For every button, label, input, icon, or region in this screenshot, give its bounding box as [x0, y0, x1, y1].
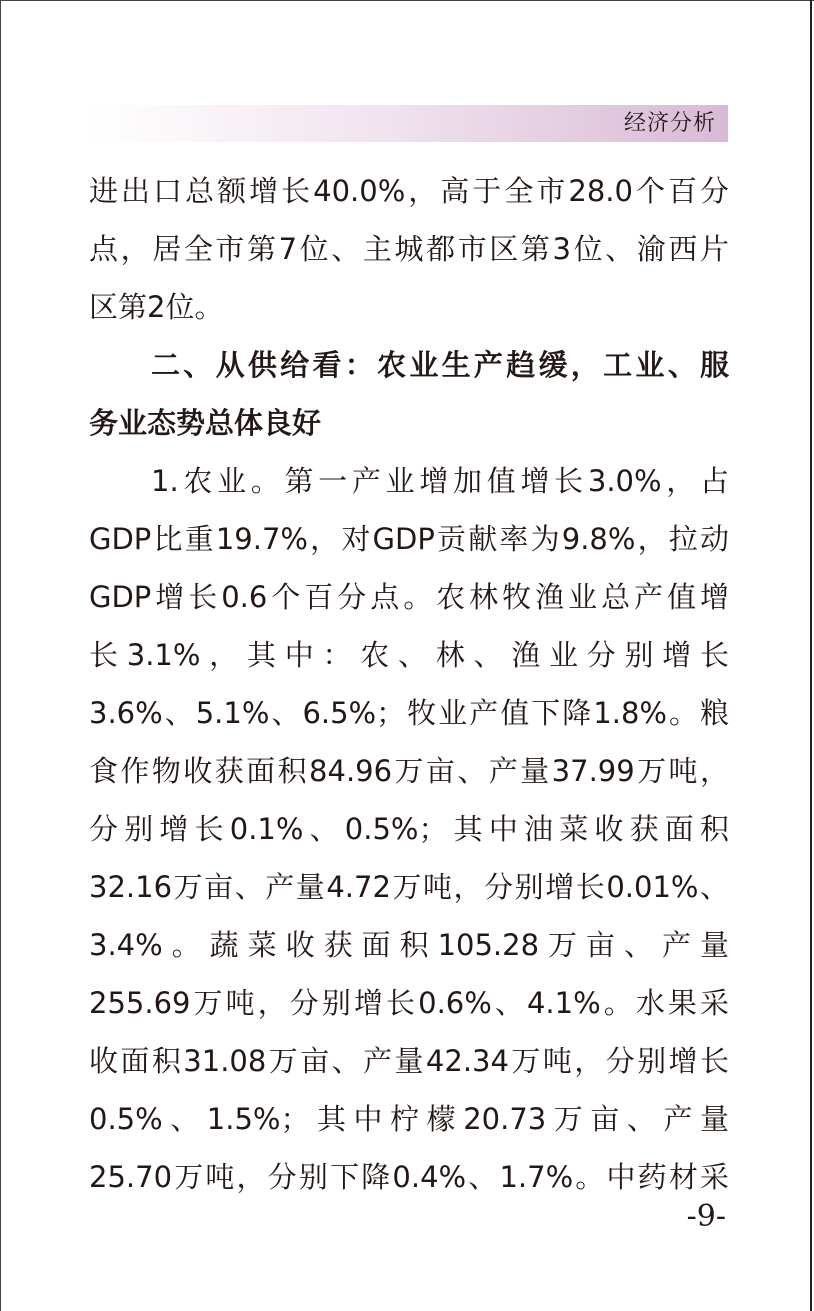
section-header-band: [88, 105, 728, 142]
text-line: GDP增长0.6个百分点。农林牧渔业总产值增: [89, 580, 729, 614]
text-line: 32.16万亩、产量4.72万吨，分别增长0.01%、: [89, 870, 729, 904]
text-line: 0.5%、1.5%；其中柠檬20.73万亩、产量: [89, 1102, 729, 1136]
page-frame-top: [0, 0, 814, 1]
text-line: 3.4%。蔬菜收获面积105.28万亩、产量: [89, 928, 729, 962]
text-line: 255.69万吨，分别增长0.6%、4.1%。水果采: [89, 986, 729, 1020]
page-frame-left: [0, 0, 1, 1311]
section-heading-continued: 务业态势总体良好: [89, 406, 322, 440]
text-line: 食作物收获面积84.96万亩、产量37.99万吨，: [89, 754, 729, 788]
text-line: 分别增长0.1%、0.5%；其中油菜收获面积: [89, 812, 729, 846]
page-frame-right: [810, 0, 812, 1311]
text-line: 3.6%、5.1%、6.5%；牧业产值下降1.8%。粮: [89, 696, 729, 730]
text-line: 进出口总额增长40.0%，高于全市28.0个百分: [89, 174, 729, 208]
page-number: -9-: [686, 1199, 726, 1234]
text-line: 收面积31.08万亩、产量42.34万吨，分别增长: [89, 1044, 729, 1078]
section-label: 经济分析: [623, 111, 716, 136]
text-line: 25.70万吨，分别下降0.4%、1.7%。中药材采: [89, 1160, 729, 1194]
text-line: 长3.1%，其中：农、林、渔业分别增长: [89, 638, 729, 672]
body-text: [89, 162, 729, 1206]
text-line: 1.农业。第一产业增加值增长3.0%，占: [151, 464, 729, 498]
text-line: 区第2位。: [89, 290, 224, 324]
text-line: 点，居全市第7位、主城都市区第3位、渝西片: [89, 232, 729, 266]
section-heading: 二、从供给看：农业生产趋缓，工业、服: [151, 348, 729, 382]
text-line: GDP比重19.7%，对GDP贡献率为9.8%，拉动: [89, 522, 729, 556]
